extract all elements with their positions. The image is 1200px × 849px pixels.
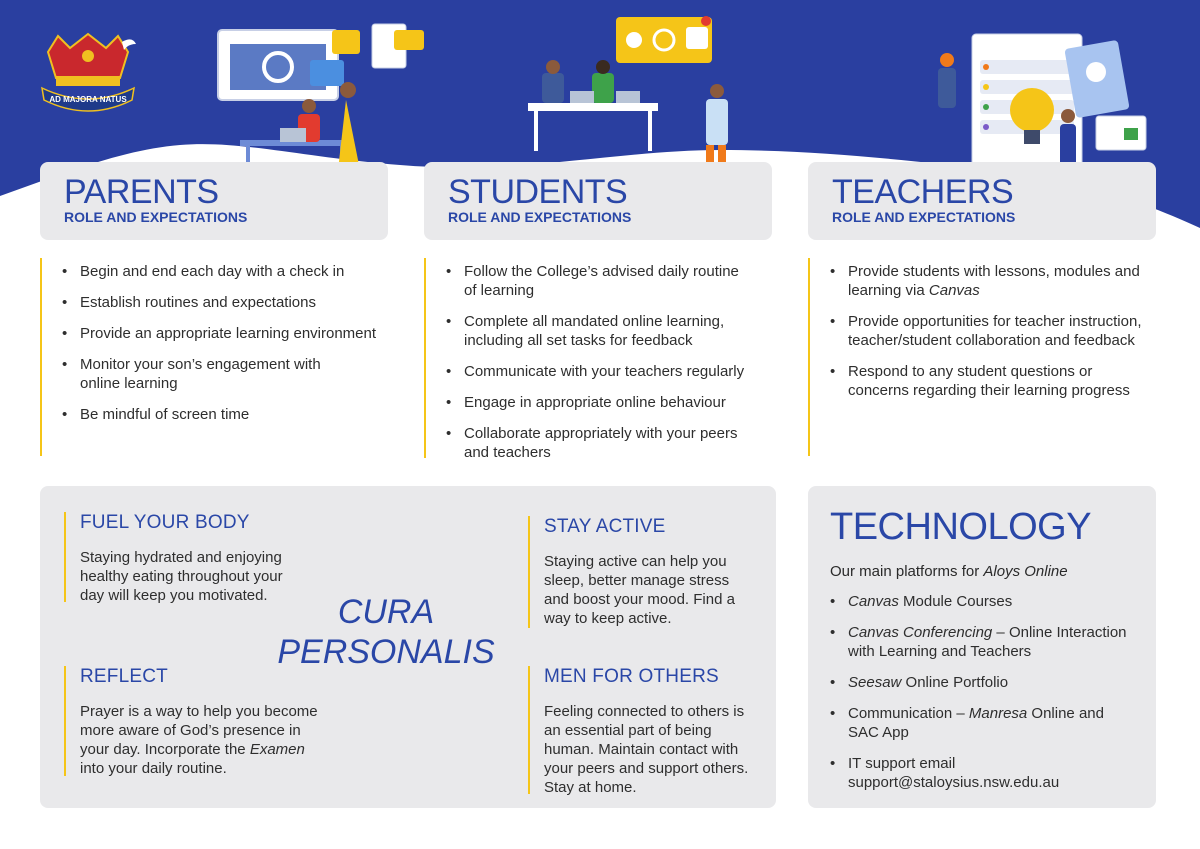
list-item: • Collaborate appropriately with your peers and teachers: [446, 424, 764, 462]
reflect-body: Prayer is a way to help you become more aware of God’s presence in your day. Incorporate the Examen into your daily routine.: [80, 703, 318, 777]
fuel-your-body-section: [64, 512, 304, 602]
list-item-text: Provide students with lessons, modules and learning via: [848, 263, 1140, 299]
fuel-body: Staying hydrated and enjoying healthy eating throughout your day will keep you motivated.: [80, 549, 283, 604]
students-list: [424, 258, 774, 461]
list-item: • Begin and end each day with a check in: [62, 262, 390, 281]
parents-illustration: [210, 20, 440, 180]
men-for-others-title: MEN FOR OTHERS: [544, 666, 719, 687]
stay-active-title: STAY ACTIVE: [544, 516, 666, 537]
college-crest-logo: [40, 30, 136, 116]
canvas-name: Canvas: [928, 282, 980, 299]
list-item: • Canvas Module Courses: [830, 592, 1138, 611]
parents-header: [40, 162, 388, 240]
list-item: • Communication – Manresa Online and SAC App: [830, 704, 1118, 742]
reflect-title: REFLECT: [80, 666, 168, 687]
parents-subtitle: ROLE AND EXPECTATIONS: [64, 209, 248, 225]
men-for-others-body: Feeling connected to others is an essential part of being human. Maintain contact with your peers and support others. Stay at home.: [544, 703, 749, 796]
technology-panel: [808, 486, 1156, 808]
list-item: • Monitor your son’s engagement with online learning: [62, 355, 340, 393]
teachers-subtitle: ROLE AND EXPECTATIONS: [832, 209, 1016, 225]
list-item: • Seesaw Online Portfolio: [830, 673, 1138, 692]
list-item: [830, 262, 1158, 300]
crest-motto: AD MAJORA NATUS: [49, 95, 127, 104]
men-for-others-section: [528, 666, 758, 794]
list-item: • Establish routines and expectations: [62, 293, 390, 312]
students-subtitle: ROLE AND EXPECTATIONS: [448, 209, 632, 225]
teachers-list: [808, 258, 1158, 456]
students-title: STUDENTS: [448, 173, 628, 211]
parents-list: [40, 258, 390, 456]
students-header: [424, 162, 772, 240]
teachers-header: [808, 162, 1156, 240]
list-item: • Respond to any student questions or concerns regarding their learning progress: [830, 362, 1148, 400]
support-email-item: • IT support email support@staloysius.nsw.edu.au: [830, 754, 1078, 792]
list-item: • Provide an appropriate learning environment: [62, 324, 390, 343]
stay-active-section: [528, 516, 748, 628]
parents-title: PARENTS: [64, 173, 219, 211]
list-item: • Communicate with your teachers regularly: [446, 362, 774, 381]
list-item: • Be mindful of screen time: [62, 405, 390, 424]
stay-active-body: Staying active can help you sleep, better manage stress and boost your mood. Find a way to keep active.: [544, 553, 735, 627]
reflect-section: [64, 666, 324, 776]
list-item: • Complete all mandated online learning, including all set tasks for feedback: [446, 312, 754, 350]
fuel-title: FUEL YOUR BODY: [80, 512, 250, 533]
list-item: • Canvas Conferencing – Online Interaction with Learning and Teachers: [830, 623, 1138, 661]
teachers-title: TEACHERS: [832, 173, 1014, 211]
cura-personalis-heading: CURA PERSONALIS: [277, 593, 495, 671]
list-item: • Engage in appropriate online behaviour: [446, 393, 774, 412]
list-item: • Follow the College’s advised daily routine of learning: [446, 262, 754, 300]
list-item: • Provide opportunities for teacher instruction, teacher/student collaboration and feedback: [830, 312, 1158, 350]
technology-intro: Our main platforms for Aloys Online: [830, 563, 1068, 580]
technology-title: TECHNOLOGY: [830, 506, 1092, 548]
